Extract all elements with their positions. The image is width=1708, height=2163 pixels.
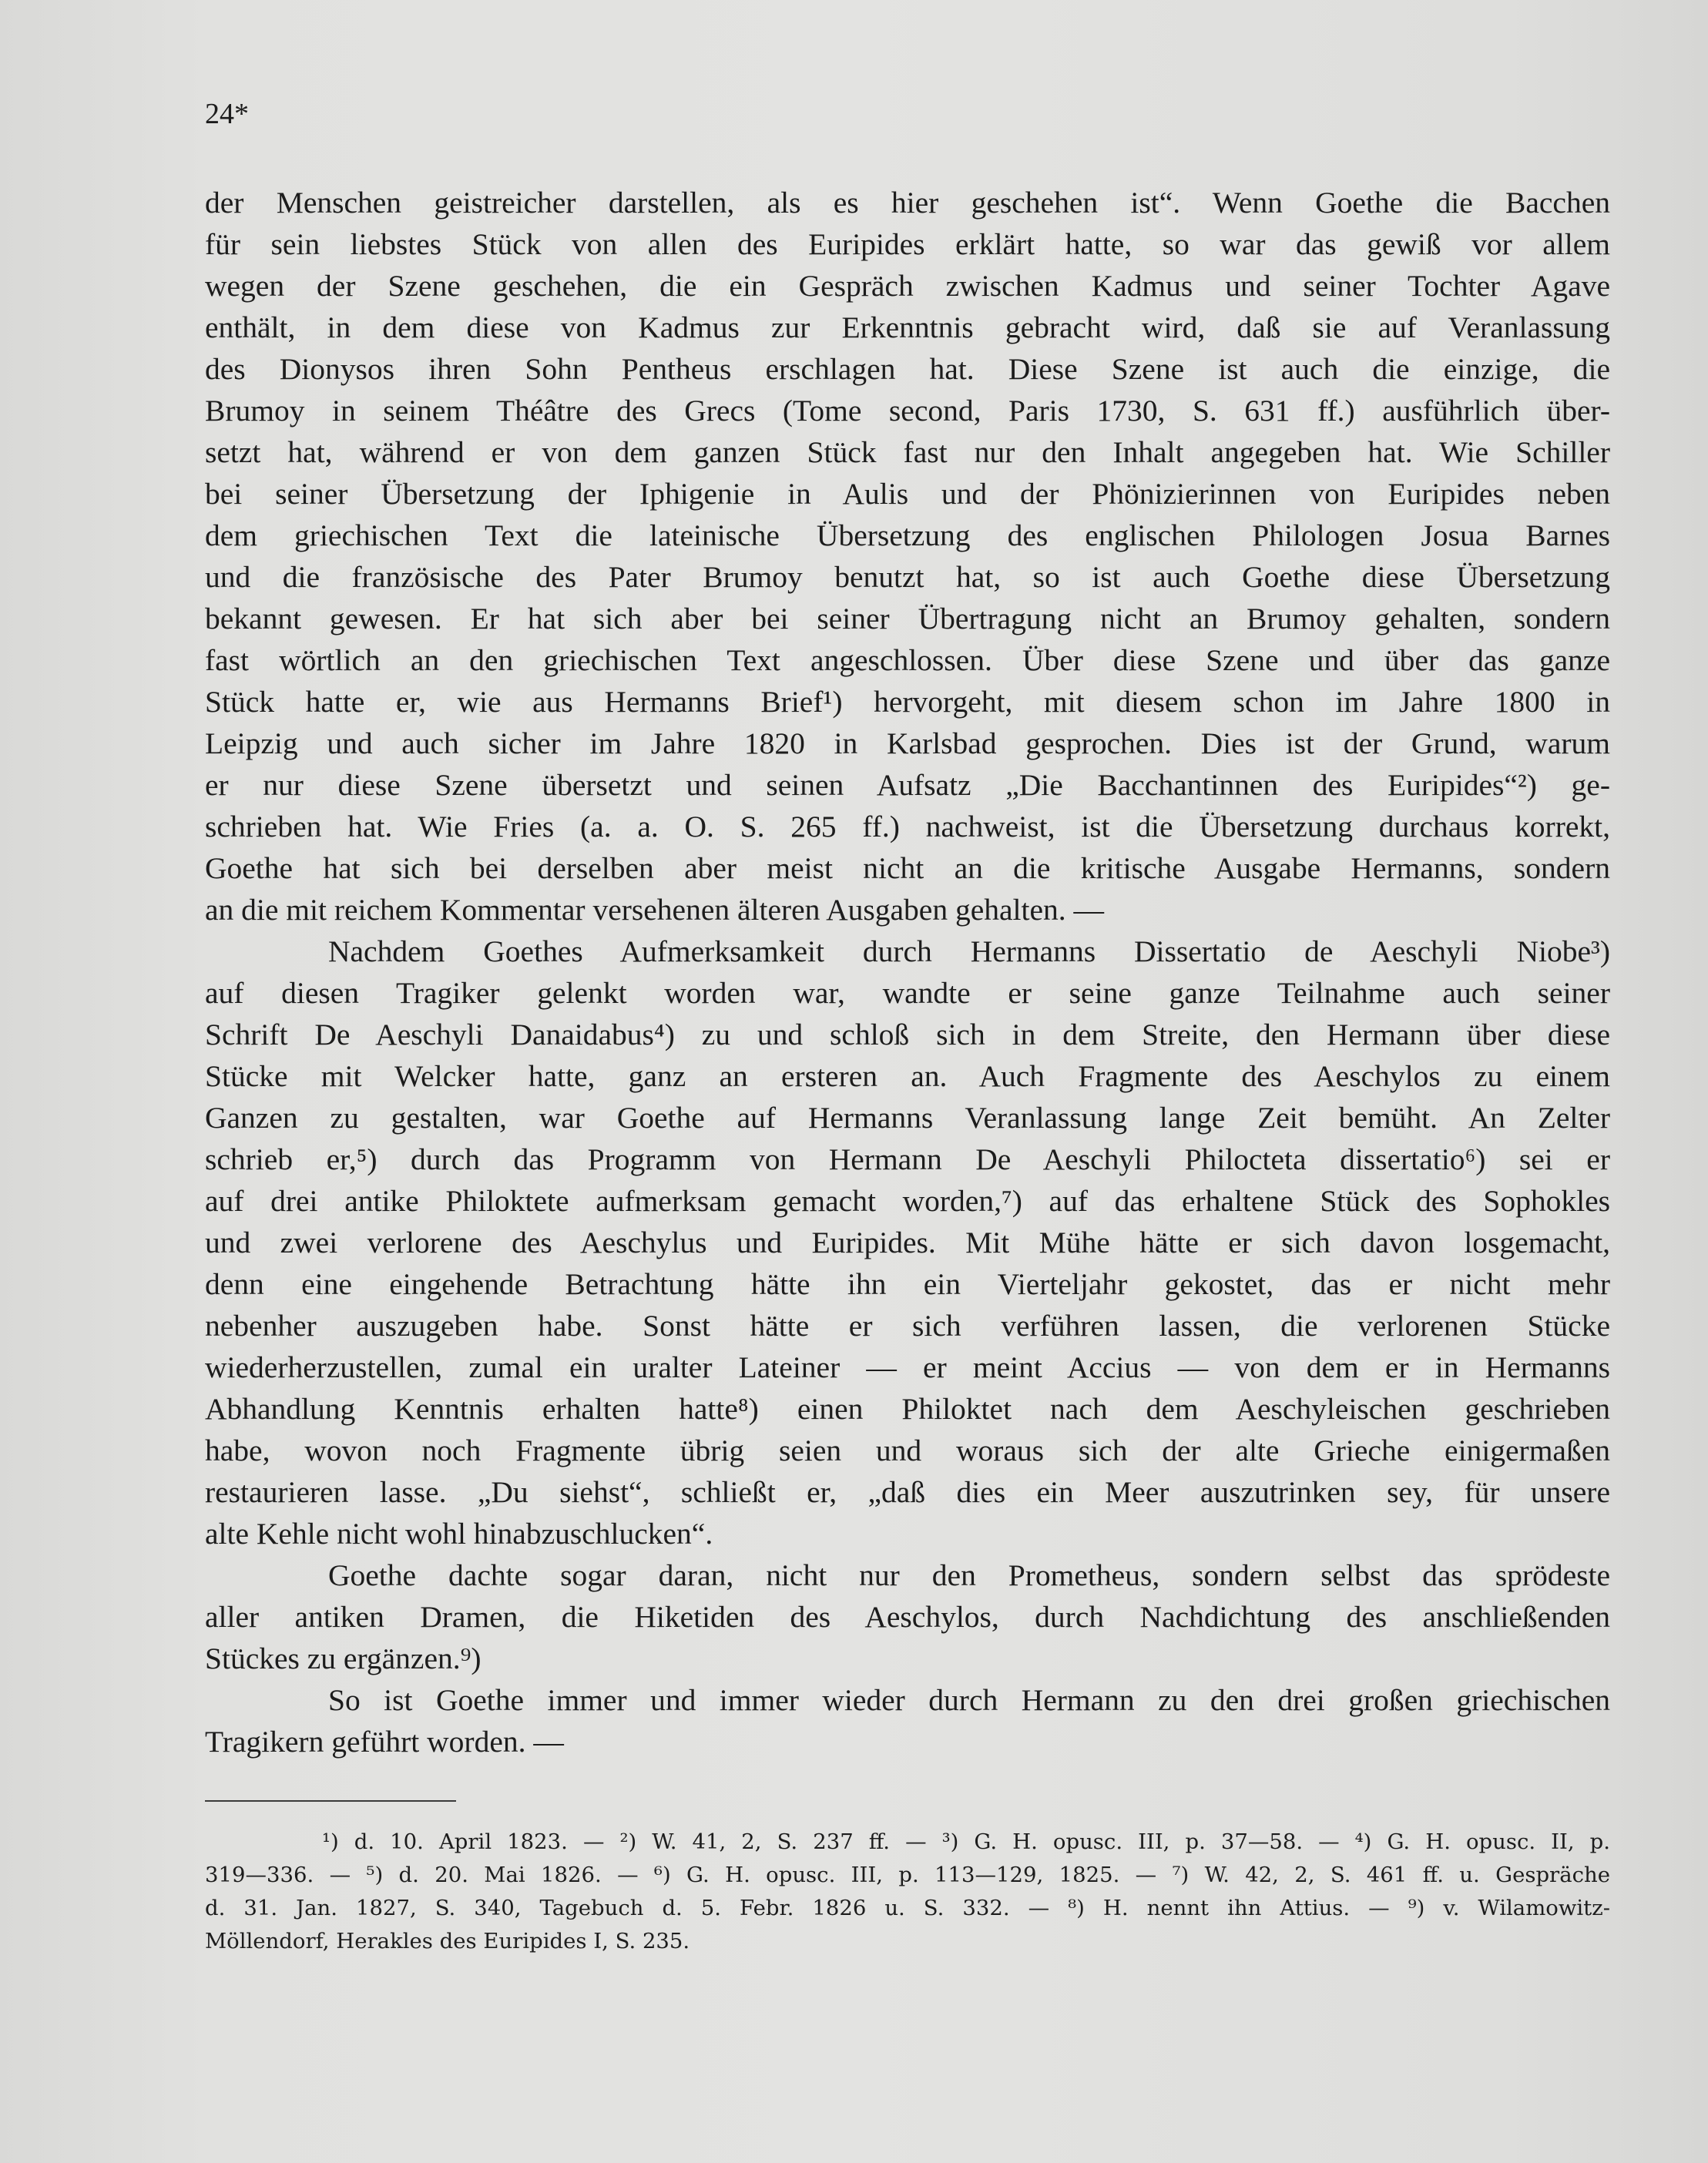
text-line: schrieb er,⁵) durch das Programm von Hermann De Aeschyli Philocteta dissertatio⁶) sei er	[205, 1142, 1610, 1176]
text-line: auf diesen Tragiker gelenkt worden war, wandte er seine ganze Teilnahme auch seiner	[205, 976, 1610, 1010]
text-line: setzt hat, während er von dem ganzen Stück fast nur den Inhalt angegeben hat. Wie Schiller	[205, 435, 1610, 469]
text-line: enthält, in dem diese von Kadmus zur Erkenntnis gebracht wird, daß sie auf Veranlassung	[205, 310, 1610, 344]
text-line: Brumoy in seinem Théâtre des Grecs (Tome second, Paris 1730, S. 631 ff.) ausführlich über-	[205, 394, 1610, 428]
paragraph-start-line: Goethe dachte sogar daran, nicht nur den Prometheus, sondern selbst das sprödeste	[328, 1558, 1610, 1592]
page-number: 24*	[205, 98, 249, 130]
text-line: denn eine eingehende Betrachtung hätte ihn ein Vierteljahr gekostet, das er nicht mehr	[205, 1267, 1610, 1301]
text-line: fast wörtlich an den griechischen Text angeschlossen. Über diese Szene und über das ganze	[205, 643, 1610, 677]
text-line: er nur diese Szene übersetzt und seinen Aufsatz „Die Bacchantinnen des Euripides“²) ge-	[205, 768, 1610, 802]
body-text	[205, 182, 1610, 1762]
text-line: bei seiner Übersetzung der Iphigenie in Aulis und der Phönizierinnen von Euripides neben	[205, 477, 1610, 511]
text-line: und zwei verlorene des Aeschylus und Euripides. Mit Mühe hätte er sich davon losgemacht,	[205, 1226, 1610, 1259]
text-line: auf drei antike Philoktete aufmerksam gemacht worden,⁷) auf das erhaltene Stück des Sophokles	[205, 1184, 1610, 1218]
text-line: Stückes zu ergänzen.⁹)	[205, 1642, 482, 1675]
text-line: der Menschen geistreicher darstellen, als es hier geschehen ist“. Wenn Goethe die Bacchen	[205, 186, 1610, 220]
text-line: aller antiken Dramen, die Hiketiden des Aeschylos, durch Nachdichtung des anschließenden	[205, 1600, 1610, 1634]
text-line: Stück hatte er, wie aus Hermanns Brief¹) hervorgeht, mit diesem schon im Jahre 1800 in	[205, 685, 1610, 719]
text-line: Abhandlung Kenntnis erhalten hatte⁸) einen Philoktet nach dem Aeschyleischen geschrieben	[205, 1392, 1610, 1426]
text-line: Stücke mit Welcker hatte, ganz an ersteren an. Auch Fragmente des Aeschylos zu einem	[205, 1059, 1610, 1093]
text-line: Leipzig und auch sicher im Jahre 1820 in Karlsbad gesprochen. Dies ist der Grund, warum	[205, 726, 1610, 760]
paragraph-start-line: Nachdem Goethes Aufmerksamkeit durch Hermanns Dissertatio de Aeschyli Niobe³)	[328, 934, 1610, 968]
text-line: Tragikern geführt worden. —	[205, 1725, 564, 1759]
text-line: Schrift De Aeschyli Danaidabus⁴) zu und schloß sich in dem Streite, den Hermann über diese	[205, 1018, 1610, 1051]
text-line: des Dionysos ihren Sohn Pentheus erschlagen hat. Diese Szene ist auch die einzige, die	[205, 352, 1610, 386]
text-line: dem griechischen Text die lateinische Übersetzung des englischen Philologen Josua Barnes	[205, 518, 1610, 552]
text-line: nebenher auszugeben habe. Sonst hätte er sich verführen lassen, die verlorenen Stücke	[205, 1309, 1610, 1343]
text-line: für sein liebstes Stück von allen des Euripides erklärt hatte, so war das gewiß vor allem	[205, 227, 1610, 261]
text-line: Goethe hat sich bei derselben aber meist nicht an die kritische Ausgabe Hermanns, sondern	[205, 851, 1610, 885]
footnote-line: ¹) d. 10. April 1823. — ²) W. 41, 2, S. 237 ff. — ³) G. H. opusc. III, p. 37—58. — ⁴) G. H. opusc. II, p.	[322, 1829, 1610, 1854]
text-line: wegen der Szene geschehen, die ein Gespräch zwischen Kadmus und seiner Tochter Agave	[205, 269, 1610, 303]
footnote-divider	[205, 1800, 456, 1802]
text-line: bekannt gewesen. Er hat sich aber bei seiner Übertragung nicht an Brumoy gehalten, sondern	[205, 602, 1610, 635]
text-line: Ganzen zu gestalten, war Goethe auf Hermanns Veranlassung lange Zeit bemüht. An Zelter	[205, 1101, 1610, 1135]
footnote-line: 319—336. — ⁵) d. 20. Mai 1826. — ⁶) G. H. opusc. III, p. 113—129, 1825. — ⁷) W. 42, 2, S. 461 ff. u. Gespräche	[205, 1863, 1610, 1887]
text-line: an die mit reichem Kommentar versehenen älteren Ausgaben gehalten. —	[205, 893, 1105, 927]
text-line: schrieben hat. Wie Fries (a. a. O. S. 265 ff.) nachweist, ist die Übersetzung durchaus korrekt,	[205, 810, 1610, 843]
footnote-line: Möllendorf, Herakles des Euripides I, S. 235.	[205, 1929, 690, 1953]
text-line: und die französische des Pater Brumoy benutzt hat, so ist auch Goethe diese Übersetzung	[205, 560, 1610, 594]
paragraph-start-line: So ist Goethe immer und immer wieder durch Hermann zu den drei großen griechischen	[328, 1683, 1610, 1717]
text-line: habe, wovon noch Fragmente übrig seien und woraus sich der alte Grieche einigermaßen	[205, 1434, 1610, 1467]
text-line: wiederherzustellen, zumal ein uralter Lateiner — er meint Accius — von dem er in Hermanns	[205, 1350, 1610, 1384]
text-line: restaurieren lasse. „Du siehst“, schließt er, „daß dies ein Meer auszutrinken sey, für unsere	[205, 1475, 1610, 1509]
footnote-line: d. 31. Jan. 1827, S. 340, Tagebuch d. 5. Febr. 1826 u. S. 332. — ⁸) H. nennt ihn Attius. — ⁹) v. Wilamowitz-	[205, 1896, 1610, 1920]
text-line: alte Kehle nicht wohl hinabzuschlucken“.	[205, 1517, 713, 1551]
footnotes	[205, 1826, 1610, 1958]
